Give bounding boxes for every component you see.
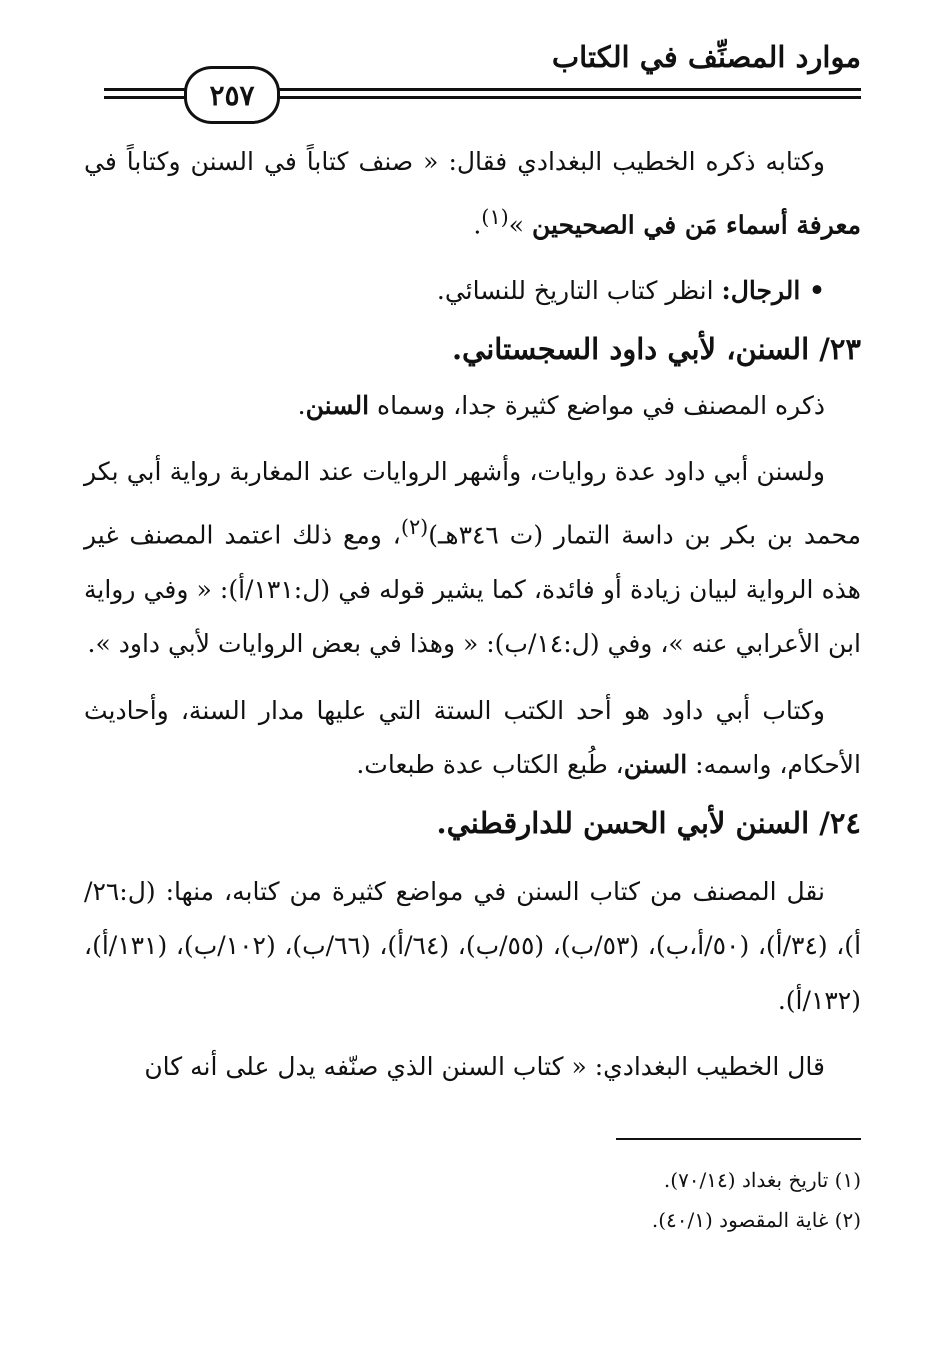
- running-header-title: موارد المصنِّف في الكتاب: [551, 40, 861, 74]
- footnote-2: (٢) غاية المقصود (٤٠/١).: [651, 1208, 861, 1232]
- footnote-1: (١) تاريخ بغداد (٧٠/١٤).: [663, 1168, 861, 1192]
- footnotes: [84, 1160, 861, 1240]
- footnote-ref-1: (١): [481, 204, 509, 229]
- footnote-separator: [616, 1138, 861, 1140]
- paragraph-daraqutni-citations: نقل المصنف من كتاب السنن في مواضع كثيرة من كتابه، منها: (ل:٢٦/أ)، (٣٤/أ)، (٥٠/أ،ب)، (٥٣/ب)، (٥٥/ب)، (٦٤/أ)، (٦٦/ب)، (١٠٢/ب)، (١٣١/أ)، (١٣٢/أ).: [84, 876, 862, 1015]
- section-heading-24: ٢٤/ السنن لأبي الحسن للدارقطني.: [436, 805, 861, 840]
- paragraph-khatib-quote: قال الخطيب البغدادي: « كتاب السنن الذي صنّفه يدل على أنه كان: [144, 1052, 825, 1082]
- footnote-ref-2: (٢): [400, 514, 429, 539]
- page-body: [84, 135, 861, 1095]
- paragraph-riwayat: ولسنن أبي داود عدة روايات، وأشهر الروايات عند المغاربة رواية أبي بكر محمد بن بكر بن داسة التمار (ت ٣٤٦هـ)$^{(٢)}$، ومع ذلك اعتمد المصنف غير هذه الرواية لبيان زيادة أو فائدة، كما يشير قوله في (ل:١٣١/أ): « وفي رواية ابن الأعرابي عنه »، وفي (ل:١٤/ب): « وهذا في بعض الروايات لأبي داود ».: [84, 457, 861, 659]
- paragraph-abu-dawud-book: وكتاب أبي داود هو أحد الكتب الستة التي عليها مدار السنة، وأحاديث الأحكام، واسمه: السنن، طُبع الكتاب عدة طبعات.: [84, 695, 861, 780]
- page-number-badge: ٢٥٧: [184, 66, 280, 124]
- paragraph-rijal: • الرجال: انظر كتاب التاريخ للنسائي.: [436, 276, 825, 306]
- paragraph-sunan-naming: ذكره المصنف في مواضع كثيرة جدا، وسماه السنن.: [297, 390, 825, 420]
- paragraph-khatib-mention: وكتابه ذكره الخطيب البغدادي فقال: « صنف كتاباً في السنن وكتاباً في معرفة أسماء مَن في الصحيحين »$^{(١)}$.: [84, 147, 861, 239]
- section-heading-23: ٢٣/ السنن، لأبي داود السجستاني.: [451, 331, 861, 366]
- bullet-icon: •: [800, 276, 825, 306]
